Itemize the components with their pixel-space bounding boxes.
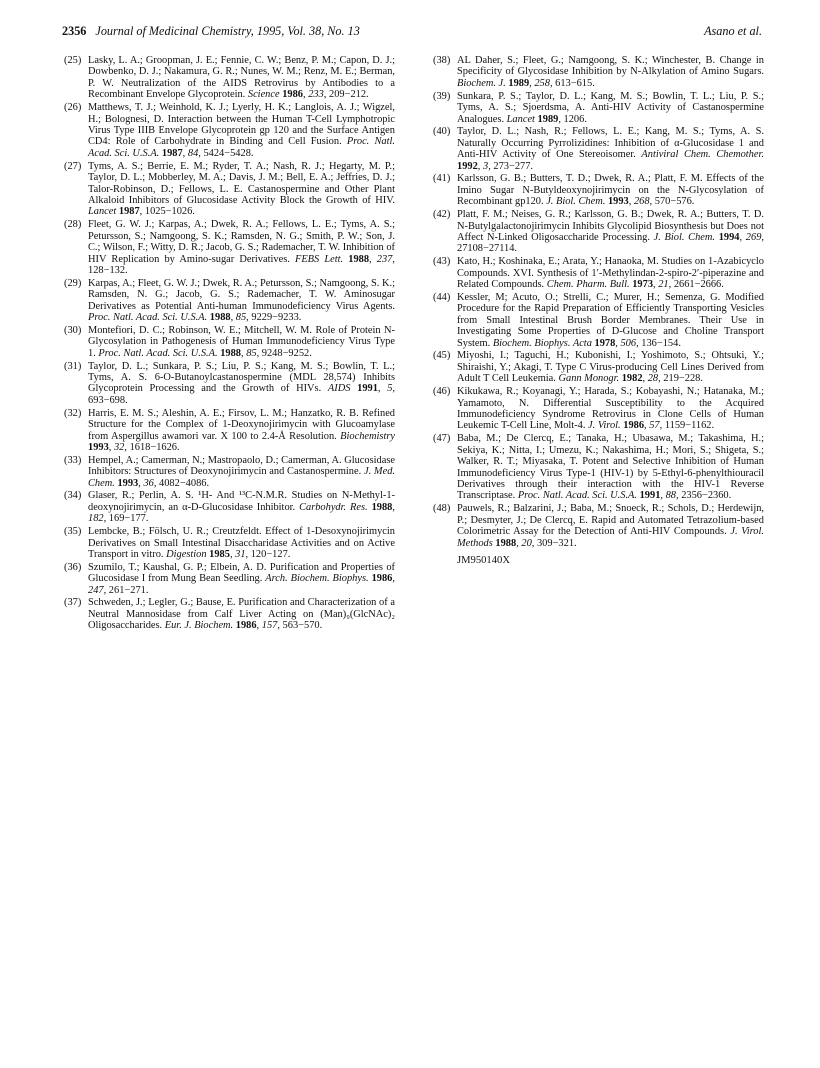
reference-year: 1992 xyxy=(457,160,478,172)
reference-year: 1994 xyxy=(718,231,740,243)
reference-journal: AIDS xyxy=(327,383,351,395)
reference-number: (33) xyxy=(64,454,82,466)
reference-entry: (39) Sunkara, P. S.; Taylor, D. L.; Kang, M. S.; Bowlin, T. L.; Liu, P. S.; Tyms, A. S.; Sjoerdsma, A. Anti-HIV Activity of Castanospermine Analogues. Lancet 1989, 1206. xyxy=(433,90,764,125)
reference-journal: Biochem. J. xyxy=(457,77,506,89)
reference-pages: 128−132. xyxy=(88,265,128,277)
references-right-column xyxy=(433,55,764,566)
reference-number: (48) xyxy=(433,503,451,515)
reference-year: 1989 xyxy=(508,77,530,89)
reference-text: Szumilo, T.; Kaushal, G. P.; Elbein, A. D. Purification and Properties of Glucosidase I from Mung Bean Seedling. xyxy=(88,561,395,585)
reference-journal: J. Virol. xyxy=(588,420,621,432)
reference-number: (30) xyxy=(64,324,82,336)
reference-number: (25) xyxy=(64,55,82,66)
reference-entry: (31) Taylor, D. L.; Sunkara, P. S.; Liu, P. S.; Kang, M. S.; Bowlin, T. L.; Tyms, A. S. 6-O-Butanoylcastanospermine (MDL 28,574) Inhibits Glycoprotein Processing and the Growth of HIVs. AIDS 1991, 5, 693−698. xyxy=(64,360,396,406)
page-number: 2356 xyxy=(62,24,87,38)
reference-entry: (34) Glaser, R.; Perlin, A. S. ¹H- And ¹³C-N.M.R. Studies on N-Methyl-1-deoxynojirimycin, an α-D-Glucosidase Inhibitor. Carbohydr. Res. 1988, 182, 169−177. xyxy=(64,490,395,525)
reference-volume: 269 xyxy=(745,231,762,243)
reference-text: Montefiori, D. C.; Robinson, W. E.; Mitchell, W. M. Role of Protein N-Glycosylation in Pathogenesis of Human Immunodeficiency Virus Type 1. xyxy=(88,324,395,359)
reference-text: Kessler, M; Acuto, O.; Strelli, C.; Murer, H.; Semenza, G. Modified Procedure for the Rapid Preparation of Efficiently Transporting Vesicles from Small Intestinal Brush Border Membranes. Their Use in Investigating Some Properties of D-Glucose and Choline Transport System. xyxy=(457,291,764,349)
reference-pages: 1025−1026. xyxy=(144,206,195,218)
reference-text: Karpas, A.; Fleet, G. W. J.; Dwek, R. A.; Petursson, S.; Namgoong, S. K.; Ramsden, N. G.; Jacob, G. S.; Rademacher, T. W. Aminosugar Derivatives as Potential Anti-human Immunodeficiency Virus Agents. xyxy=(88,277,395,312)
reference-text: Taylor, D. L.; Sunkara, P. S.; Liu, P. S.; Kang, M. S.; Bowlin, T. L.; Tyms, A. S. 6-O-Butanoylcastanospermine (MDL 28,574) Inhibits Glycoprotein Processing and the Growth of HIVs. xyxy=(88,360,395,395)
reference-pages: 209−212. xyxy=(329,89,369,101)
reference-volume: 57 xyxy=(649,420,660,432)
reference-text: Tyms, A. S.; Berrie, E. M.; Ryder, T. A.; Nash, R. J.; Hegarty, M. P.; Taylor, D. L.; Mobberley, M. A.; Davis, J. M.; Bell, E. A.; Jeffries, D. J.; Talor-Robinson, D.; Fellows, L. E. Castanospermine and Other Plant Alkaloid Inhibitors of Glucosidase Activity Block the Growth of HIV. xyxy=(88,160,395,207)
reference-text: Harris, E. M. S.; Aleshin, A. E.; Firsov, L. M.; Hanzatko, R. B. Refined Structure for the Complex of 1-Deoxynojirimycin with Glucoamylase from Aspergillus awamori var. X 100 to 2.4-Å Resolution. xyxy=(88,407,395,442)
reference-number: (31) xyxy=(64,360,82,372)
reference-text: Karlsson, G. B.; Butters, T. D.; Dwek, R. A.; Platt, F. M. Effects of the Imino Sugar N-Butyldeoxynojirimycin on the N-Glycosylation of Recombinant gp120. xyxy=(457,173,764,208)
reference-volume: 36 xyxy=(143,477,154,489)
reference-volume: 182 xyxy=(88,513,104,525)
reference-year: 1987 xyxy=(118,206,140,218)
reference-number: (32) xyxy=(64,407,82,419)
reference-pages: 309−321. xyxy=(536,537,577,549)
reference-pages: 120−127. xyxy=(250,549,291,560)
reference-text: Taylor, D. L.; Nash, R.; Fellows, L. E.; Kang, M. S.; Tyms, A. S. Naturally Occurring Pyrrolizidines: Inhibition of α-Glucosidase 1 and Anti-HIV Activity of One Stereoisomer. xyxy=(457,126,764,161)
reference-pages: 1206. xyxy=(563,113,587,125)
reference-entry: (25) Lasky, L. A.; Groopman, J. E.; Fennie, C. W.; Benz, P. M.; Capon, D. J.; Dowbenko, D. J.; Nakamura, G. R.; Nunes, W. M.; Renz, M. E.; Berman, P. W. Neutralization of the AIDS Retrovirus by Antibodies to a Recombinant Envelope Glycoprotein. Science 1986, 233, 209−212. xyxy=(64,55,395,101)
reference-entry: (48) Pauwels, R.; Balzarini, J.; Baba, M.; Snoeck, R.; Schols, D.; Herdewijn, P.; Desmyter, J.; De Clercq, E. Rapid and Automated Tetrazolium-based Colorimetric Assay for the Detection of Anti-HIV Compounds. J. Virol. Methods 1988, 20, 309−321. xyxy=(433,503,764,549)
reference-number: (40) xyxy=(433,126,451,138)
reference-entry: (43) Kato, H.; Koshinaka, E.; Arata, Y.; Hanaoka, M. Studies on 1-Azabicyclo Compounds. XVI. Synthesis of 1′-Methylindan-2-spiro-2′-piperazine and Related Compounds. Chem. Pharm. Bull. 1973, 21, 2661−2666. xyxy=(433,256,764,291)
reference-pages: 136−154. xyxy=(641,337,681,349)
reference-entry: (40) Taylor, D. L.; Nash, R.; Fellows, L. E.; Kang, M. S.; Tyms, A. S. Naturally Occurring Pyrrolizidines: Inhibition of α-Glucosidase 1 and Anti-HIV Activity of One Stereoisomer. Antiviral Chem. Chemother. 1992, 3, 273−277. xyxy=(433,126,764,172)
reference-year: 1988 xyxy=(209,312,231,324)
reference-text: Baba, M.; De Clercq, E.; Tanaka, H.; Ubasawa, M.; Takashima, H.; Sekiya, K.; Nitta, I.; Umezu, K.; Nakashima, H.; Mori, S.; Shigeta, S.; Walker, R. T.; Miyasaka, T. Potent and Selective Inhibition of Human Immunodeficiency Virus Type-1 (HIV-1) by 5-Ethyl-6-phenylthiouracil Derivatives through their interaction with the HIV-1 Reverse Transcriptase. xyxy=(457,433,764,502)
reference-journal: Lancet xyxy=(88,206,117,218)
reference-text: AL Daher, S.; Fleet, G.; Namgoong, S. K.; Winchester, B. Change in Specificity of Glycosidase Inhibition by N-Alkylation of Amino Sugars. xyxy=(457,55,764,78)
reference-entry: (27) Tyms, A. S.; Berrie, E. M.; Ryder, T. A.; Nash, R. J.; Hegarty, M. P.; Taylor, D. L.; Mobberley, M. A.; Davis, J. M.; Bell, E. A.; Jeffries, D. J.; Talor-Robinson, D.; Fellows, L. E. Castanospermine and Other Plant Alkaloid Inhibitors of Glucosidase Activity Block the Growth of HIV. Lancet 1987, 1025−1026. xyxy=(64,160,395,218)
reference-journal: Proc. Natl. Acad. Sci. U.S.A. xyxy=(88,312,208,324)
reference-year: 1991 xyxy=(357,383,378,395)
reference-text: Fleet, G. W. J.; Karpas, A.; Dwek, R. A.; Fellows, L. E.; Tyms, A. S.; Petursson, S.; Namgoong, S. K.; Ramsden, N. G.; Smith, P. W.; Son, J. C.; Wilson, F.; Witty, D. R.; Jacob, G. S.; Rademacher, T. W. Inhibition of HIV Replication by Amino-sugar Derivatives. xyxy=(88,219,395,265)
reference-volume: 85 xyxy=(235,312,247,324)
reference-pages: 9229−9233. xyxy=(251,312,302,324)
journal-citation: Journal of Medicinal Chemistry, 1995, Vol. 38, No. 13 xyxy=(95,24,360,38)
reference-entry: (42) Platt, F. M.; Neises, G. R.; Karlsson, G. B.; Dwek, R. A.; Butters, T. D. N-Butylgalactonojirimycin Inhibits Glycolipid Biosynthesis but Does not Affect N-Linked Oligosaccharide Processing. J. Biol. Chem. 1994, 269, 27108−27114. xyxy=(433,209,764,255)
reference-journal: J. Virol. Methods xyxy=(457,526,764,549)
reference-journal: Arch. Biochem. Biophys. xyxy=(265,573,369,585)
reference-pages: 1159−1162. xyxy=(664,420,715,432)
reference-journal: Digestion xyxy=(166,549,207,560)
reference-text: Kato, H.; Koshinaka, E.; Arata, Y.; Hanaoka, M. Studies on 1-Azabicyclo Compounds. XVI. Synthesis of 1′-Methylindan-2-spiro-2′-piperazine and Related Compounds. xyxy=(457,256,764,291)
reference-number: (26) xyxy=(64,102,82,114)
reference-entry: (30) Montefiori, D. C.; Robinson, W. E.; Mitchell, W. M. Role of Protein N-Glycosylation in Pathogenesis of Human Immunodeficiency Virus Type 1. Proc. Natl. Acad. Sci. U.S.A. 1988, 85, 9248−9252. xyxy=(64,324,395,359)
reference-volume: 21 xyxy=(658,279,669,291)
reference-number: (47) xyxy=(433,433,451,445)
reference-number: (35) xyxy=(64,526,82,538)
reference-pages: 2661−2666. xyxy=(673,279,724,291)
reference-journal: Antiviral Chem. Chemother. xyxy=(641,149,764,161)
reference-entry: (37) Schweden, J.; Legler, G.; Bause, E. Purification and Characterization of a Neutral Mannosidase from Calf Liver Acting on (Man)₉(GlcNAc)₂ Oligosaccharides. Eur. J. Biochem. 1986, 157, 563−570. xyxy=(64,597,395,632)
reference-journal: Eur. J. Biochem. xyxy=(164,620,234,632)
reference-volume: 247 xyxy=(88,584,104,596)
reference-entry: (36) Szumilo, T.; Kaushal, G. P.; Elbein, A. D. Purification and Properties of Glucosidase I from Mung Bean Seedling. Arch. Biochem. Biophys. 1986, 247, 261−271. xyxy=(64,561,395,596)
reference-entry: (33) Hempel, A.; Camerman, N.; Mastropaolo, D.; Camerman, A. Glucosidase Inhibitors: Structures of Deoxynojirimycin and Castanospermine. J. Med. Chem. 1993, 36, 4082−4086. xyxy=(64,454,395,489)
reference-number: (41) xyxy=(433,173,451,185)
reference-pages: 613−615. xyxy=(555,77,595,89)
reference-year: 1982 xyxy=(621,373,643,385)
reference-year: 1987 xyxy=(161,147,183,159)
reference-pages: 219−228. xyxy=(663,373,703,385)
reference-text: Sunkara, P. S.; Taylor, D. L.; Kang, M. S.; Bowlin, T. L.; Liu, P. S.; Tyms, A. S.; Sjoerdsma, A. Anti-HIV Activity of Castanospermine Analogues. xyxy=(457,90,764,125)
reference-entry: (38) AL Daher, S.; Fleet, G.; Namgoong, S. K.; Winchester, B. Change in Specificity of Glycosidase Inhibition by N-Alkylation of Amino Sugars. Biochem. J. 1989, 258, 613−615. xyxy=(433,55,764,89)
reference-text: Hempel, A.; Camerman, N.; Mastropaolo, D.; Camerman, A. Glucosidase Inhibitors: Structures of Deoxynojirimycin and Castanospermine. xyxy=(88,454,395,478)
reference-journal: Gann Monogr. xyxy=(558,373,620,385)
reference-year: 1986 xyxy=(235,620,257,632)
reference-entry: (41) Karlsson, G. B.; Butters, T. D.; Dwek, R. A.; Platt, F. M. Effects of the Imino Sugar N-Butyldeoxynojirimycin on the N-Glycosylation of Recombinant gp120. J. Biol. Chem. 1993, 268, 570−576. xyxy=(433,173,764,208)
reference-journal: Lancet xyxy=(506,113,535,125)
reference-number: (36) xyxy=(64,561,82,573)
reference-number: (37) xyxy=(64,597,82,609)
reference-year: 1985 xyxy=(209,549,230,560)
reference-journal: Science xyxy=(247,89,280,101)
reference-volume: 88 xyxy=(665,490,676,502)
reference-number: (42) xyxy=(433,209,451,221)
reference-journal: Carbohydr. Res. xyxy=(299,501,368,513)
reference-number: (39) xyxy=(433,90,451,102)
reference-year: 1988 xyxy=(371,501,393,513)
reference-pages: 570−576. xyxy=(654,196,695,208)
reference-pages: 2356−2360. xyxy=(681,490,732,502)
reference-journal: J. Biol. Chem. xyxy=(653,231,716,243)
references-left-column xyxy=(64,55,395,633)
reference-year: 1986 xyxy=(623,420,645,432)
reference-number: (44) xyxy=(433,291,451,303)
reference-volume: 32 xyxy=(113,442,125,454)
reference-journal: Proc. Natl. Acad. Sci. U.S.A. xyxy=(98,347,218,359)
reference-volume: 268 xyxy=(633,196,650,208)
reference-journal: J. Med. Chem. xyxy=(88,466,395,489)
reference-number: (46) xyxy=(433,386,451,398)
reference-pages: 27108−27114. xyxy=(457,243,518,255)
reference-volume: 258 xyxy=(534,77,550,89)
reference-pages: 169−177. xyxy=(108,513,149,525)
reference-year: 1986 xyxy=(282,89,303,101)
reference-journal: Biochem. Biophys. Acta xyxy=(492,337,592,349)
reference-text: Pauwels, R.; Balzarini, J.; Baba, M.; Snoeck, R.; Schols, D.; Herdewijn, P.; Desmyter, J.; De Clercq, E. Rapid and Automated Tetrazolium-based Colorimetric Assay for the Detection of Anti-HIV Compounds. xyxy=(457,503,764,538)
reference-pages: 563−570. xyxy=(282,620,323,632)
reference-volume: 31 xyxy=(235,549,246,560)
reference-pages: 261−271. xyxy=(108,584,149,596)
reference-number: (27) xyxy=(64,160,82,172)
reference-pages: 1618−1626. xyxy=(129,442,180,454)
reference-text: Lembcke, B.; Fölsch, U. R.; Creutzfeldt. Effect of 1-Desoxynojirimycin Derivatives on Small Intestinal Disaccharidase Activities and on Active Transport in vitro. xyxy=(88,526,395,560)
reference-year: 1988 xyxy=(220,347,241,359)
reference-year: 1988 xyxy=(348,253,370,265)
reference-year: 1993 xyxy=(88,442,109,454)
reference-year: 1986 xyxy=(371,573,393,585)
reference-year: 1989 xyxy=(537,113,559,125)
reference-volume: 233 xyxy=(308,89,324,101)
reference-volume: 84 xyxy=(187,147,199,159)
reference-number: (38) xyxy=(433,55,451,66)
reference-volume: 85 xyxy=(246,347,257,359)
reference-volume: 5 xyxy=(387,383,393,395)
reference-text: Kikukawa, R.; Koyanagi, Y.; Harada, S.; Kobayashi, N.; Hatanaka, M.; Yamamoto, N. Differential Susceptibility to the Acquired Immunodeficiency Syndrome Retrovirus in Clone Cells of Human Leukemic T-Cell Line, Molt-4. xyxy=(457,386,764,432)
reference-text: Glaser, R.; Perlin, A. S. ¹H- And ¹³C-N.M.R. Studies on N-Methyl-1-deoxynojirimycin, an α-D-Glucosidase Inhibitor. xyxy=(88,490,395,513)
reference-text: Lasky, L. A.; Groopman, J. E.; Fennie, C. W.; Benz, P. M.; Capon, D. J.; Dowbenko, D. J.; Nakamura, G. R.; Nunes, W. M.; Renz, M. E.; Berman, P. W. Neutralization of the AIDS Retrovirus by Antibodies to a Recombinant Envelope Glycoprotein. xyxy=(88,55,395,101)
reference-text: Schweden, J.; Legler, G.; Bause, E. Purification and Characterization of a Neutral Mannosidase from Calf Liver Acting on (Man)₉(GlcNAc)₂ Oligosaccharides. xyxy=(88,597,395,632)
reference-entry: (47) Baba, M.; De Clercq, E.; Tanaka, H.; Ubasawa, M.; Takashima, H.; Sekiya, K.; Nitta, I.; Umezu, K.; Nakashima, H.; Mori, S.; Shigeta, S.; Walker, R. T.; Miyasaka, T. Potent and Selective Inhibition of Human Immunodeficiency Virus Type-1 (HIV-1) by 5-Ethyl-6-phenylthiouracil Derivatives through their interaction with the HIV-1 Reverse Transcriptase. Proc. Natl. Acad. Sci. U.S.A. 1991, 88, 2356−2360. xyxy=(433,433,764,502)
reference-pages: 273−277. xyxy=(493,160,534,172)
reference-volume: 157 xyxy=(261,620,278,632)
reference-year: 1991 xyxy=(639,490,661,502)
reference-pages: 693−698. xyxy=(88,394,128,406)
reference-entry: (28) Fleet, G. W. J.; Karpas, A.; Dwek, R. A.; Fellows, L. E.; Tyms, A. S.; Petursson, S.; Namgoong, S. K.; Ramsden, N. G.; Smith, P. W.; Son, J. C.; Wilson, F.; Witty, D. R.; Jacob, G. S.; Rademacher, T. W. Inhibition of HIV Replication by Amino-sugar Derivatives. FEBS Lett. 1988, 237, 128−132. xyxy=(64,219,395,277)
reference-volume: 3 xyxy=(482,160,489,172)
running-header xyxy=(62,24,762,42)
reference-volume: 506 xyxy=(620,337,637,349)
reference-year: 1988 xyxy=(495,537,517,549)
reference-year: 1993 xyxy=(607,196,629,208)
manuscript-code: JM950140X xyxy=(457,555,510,566)
reference-entry: (35) Lembcke, B.; Fölsch, U. R.; Creutzfeldt. Effect of 1-Desoxynojirimycin Derivatives on Small Intestinal Disaccharidase Activities and on Active Transport in vitro. Digestion 1985, 31, 120−127. xyxy=(64,526,395,560)
reference-text: Miyoshi, I.; Taguchi, H.; Kubonishi, I.; Yoshimoto, S.; Ohtsuki, Y.; Shiraishi, Y.; Akagi, T. Type C Virus-producing Cell Lines Derived from Adult T Cell Leukemia. xyxy=(457,350,764,385)
reference-number: (28) xyxy=(64,219,82,231)
running-authors: Asano et al. xyxy=(704,24,762,38)
reference-number: (45) xyxy=(433,350,451,362)
reference-entry: (29) Karpas, A.; Fleet, G. W. J.; Dwek, R. A.; Petursson, S.; Namgoong, S. K.; Ramsden, N. G.; Jacob, G. S.; Rademacher, T. W. Aminosugar Derivatives as Potential Anti-human Immunodeficiency Virus Agents. Proc. Natl. Acad. Sci. U.S.A. 1988, 85, 9229−9233. xyxy=(64,277,395,324)
reference-journal: J. Biol. Chem. xyxy=(546,196,606,208)
reference-journal: Proc. Natl. Acad. Sci. U.S.A. xyxy=(88,136,395,159)
reference-journal: Biochemistry xyxy=(340,430,395,442)
reference-pages: 9248−9252. xyxy=(261,347,312,359)
reference-journal: Chem. Pharm. Bull. xyxy=(546,279,630,291)
reference-number: (34) xyxy=(64,490,82,502)
reference-year: 1993 xyxy=(117,477,139,489)
reference-text: Platt, F. M.; Neises, G. R.; Karlsson, G. B.; Dwek, R. A.; Butters, T. D. N-Butylgalactonojirimycin Inhibits Glycolipid Biosynthesis but Does not Affect N-Linked Oligosaccharide Processing. xyxy=(457,209,764,243)
reference-pages: 5424−5428. xyxy=(203,147,254,159)
reference-text: Matthews, T. J.; Weinhold, K. J.; Lyerly, H. K.; Langlois, A. J.; Wigzel, H.; Bolognesi, D. Interaction between the Human T-Cell Lymphotropic Virus Type IIIB Envelope Glycoprotein gp 120 and the Surface Antigen CD4: Role of Carbohydrate in Binding and Cell Fusion. xyxy=(88,102,395,148)
reference-entry: (46) Kikukawa, R.; Koyanagi, Y.; Harada, S.; Kobayashi, N.; Hatanaka, M.; Yamamoto, N. Differential Susceptibility to the Acquired Immunodeficiency Syndrome Retrovirus in Clone Cells of Human Leukemic T-Cell Line, Molt-4. J. Virol. 1986, 57, 1159−1162. xyxy=(433,386,764,432)
reference-number: (29) xyxy=(64,277,82,289)
reference-entry: (32) Harris, E. M. S.; Aleshin, A. E.; Firsov, L. M.; Hanzatko, R. B. Refined Structure for the Complex of 1-Deoxynojirimycin with Glucoamylase from Aspergillus awamori var. X 100 to 2.4-Å Resolution. Biochemistry 1993, 32, 1618−1626. xyxy=(64,407,395,454)
reference-volume: 237 xyxy=(376,253,393,265)
reference-volume: 20 xyxy=(521,537,532,549)
reference-entry: (26) Matthews, T. J.; Weinhold, K. J.; Lyerly, H. K.; Langlois, A. J.; Wigzel, H.; Bolognesi, D. Interaction between the Human T-Cell Lymphotropic Virus Type IIIB Envelope Glycoprotein gp 120 and the Surface Antigen CD4: Role of Carbohydrate in Binding and Cell Fusion. Proc. Natl. Acad. Sci. U.S.A. 1987, 84, 5424−5428. xyxy=(64,102,395,159)
reference-pages: 4082−4086. xyxy=(159,477,210,489)
reference-journal: FEBS Lett. xyxy=(294,253,344,265)
reference-number: (43) xyxy=(433,256,451,268)
reference-entry: (45) Miyoshi, I.; Taguchi, H.; Kubonishi, I.; Yoshimoto, S.; Ohtsuki, Y.; Shiraishi, Y.; Akagi, T. Type C Virus-producing Cell Lines Derived from Adult T Cell Leukemia. Gann Monogr. 1982, 28, 219−228. xyxy=(433,350,764,385)
reference-year: 1978 xyxy=(594,337,616,349)
reference-journal: Proc. Natl. Acad. Sci. U.S.A. xyxy=(517,490,637,502)
reference-entry: (44) Kessler, M; Acuto, O.; Strelli, C.; Murer, H.; Semenza, G. Modified Procedure for the Rapid Preparation of Efficiently Transporting Vesicles from Small Intestinal Brush Border Membranes. Their Use in Investigating Some Properties of D-Glucose and Choline Transport System. Biochem. Biophys. Acta 1978, 506, 136−154. xyxy=(433,291,764,349)
reference-year: 1973 xyxy=(632,279,654,291)
reference-volume: 28 xyxy=(647,373,659,385)
